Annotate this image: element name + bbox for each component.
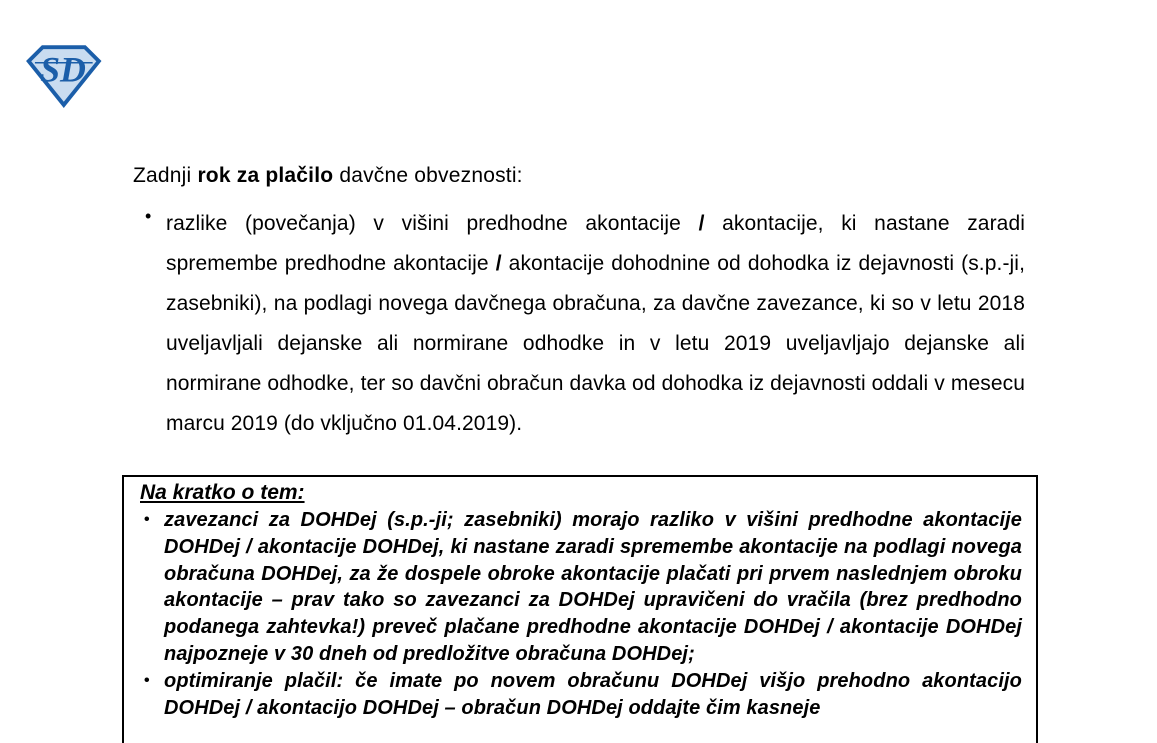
sd-shield-logo	[24, 44, 102, 108]
intro-bullet-text: razlike (povečanja) v višini predhodne akontacije / akontacije, ki nastane zaradi spremembe predhodne akontacije / akontacije dohodnine od dohodka iz dejavnosti (s.p.-ji, zasebniki), na podlagi novega davčnega obračuna, za davčne zavezance, ki so v letu 2018 uveljavljali dejanske ali normirane odhodke in v letu 2019 uveljavljajo dejanske ali normirane odhodke, ter so davčni obračun davka od dohodka iz dejavnosti oddali v mesecu marcu 2019 (do vključno 01.04.2019).	[166, 212, 1025, 435]
heading-bold: rok za plačilo	[197, 164, 334, 187]
summary-bullet-2	[140, 668, 1022, 722]
page-title	[133, 164, 523, 188]
summary-bullet-1-text: zavezanci za DOHDej (s.p.-ji; zasebniki) morajo razliko v višini predhodne akontacije DOHDej / akontacije DOHDej, ki nastane zaradi spremembe akontacije na podlagi novega obračuna DOHDej, za že dospele obroke akontacije plačati pri prvem naslednjem obroku akontacije – prav tako so zavezanci za DOHDej upravičeni do vračila (brez predhodno podanega zahtevka!) preveč plačane predhodne akontacije DOHDej / akontacije DOHDej najpozneje v 30 dneh od predložitve obračuna DOHDej;	[164, 509, 1022, 665]
intro-bullet-item	[143, 204, 1025, 444]
sd-shield-logo-icon	[24, 44, 102, 108]
summary-box-title: Na kratko o tem:	[140, 481, 305, 504]
summary-bullet-2-text: optimiranje plačil: če imate po novem obračunu DOHDej višjo prehodno akontacijo DOHDej / akontacijo DOHDej – obračun DOHDej oddajte čim kasneje	[164, 669, 1022, 719]
sd-logo-letters: SD	[40, 49, 86, 90]
heading-pre: Zadnji	[133, 164, 198, 187]
bullet-icon: •	[144, 671, 150, 689]
summary-box	[122, 475, 1038, 743]
bullet-icon: •	[144, 511, 150, 528]
summary-bullet-1	[140, 507, 1022, 668]
heading-post: davčne obveznosti:	[333, 164, 523, 187]
bullet-icon: •	[145, 206, 152, 226]
